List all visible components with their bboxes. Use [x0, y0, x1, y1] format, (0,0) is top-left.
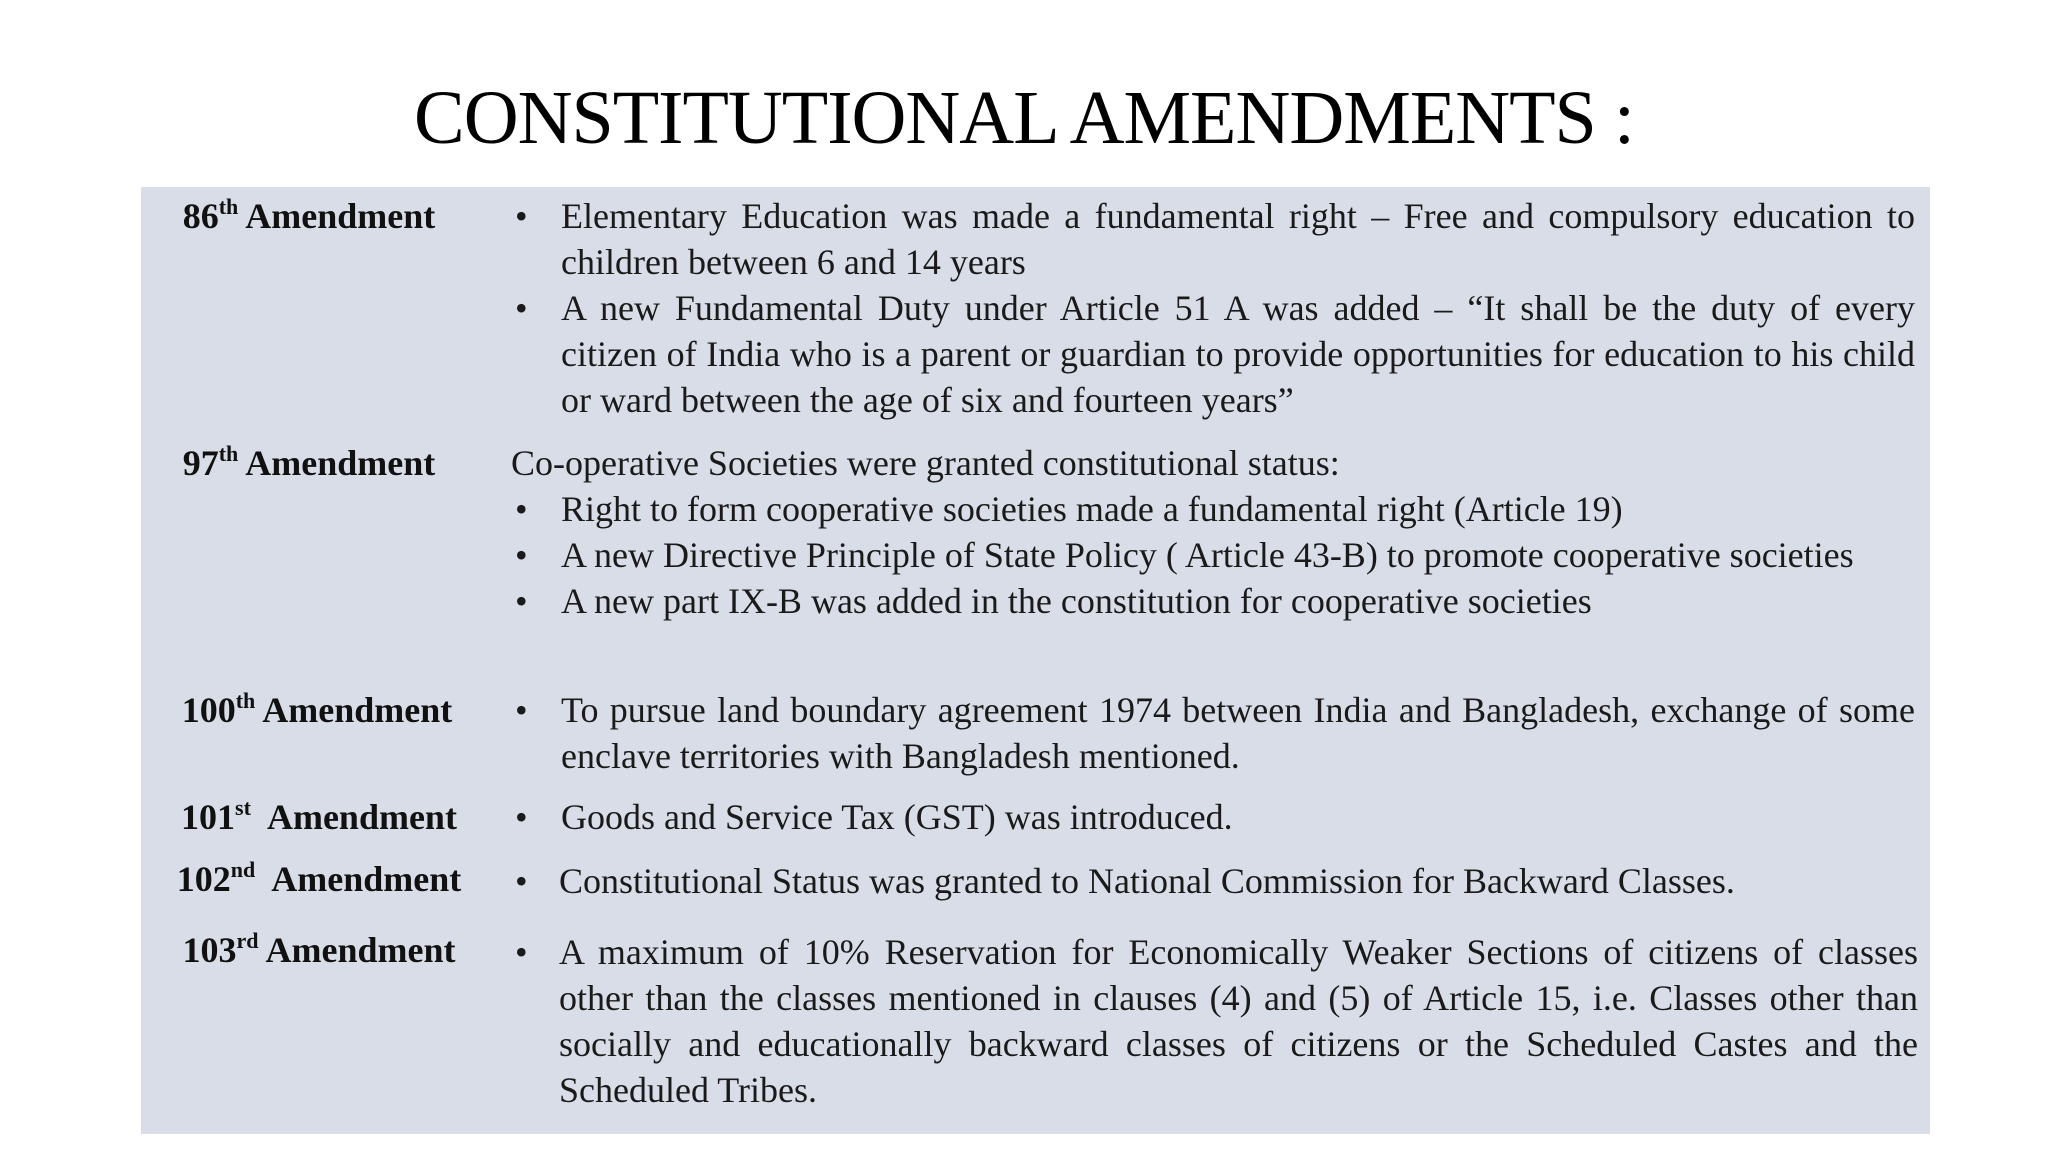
- bullet-icon: •: [515, 932, 528, 972]
- bullet-text: Constitutional Status was granted to National Commission for Backward Classes.: [559, 861, 1735, 901]
- amendment-word: Amendment: [245, 443, 436, 483]
- bullet-text: A maximum of 10% Reservation for Economically Weaker Sections of citizens of classes other than the classes mentioned in clauses (4) and (5) of Article 15, i.e. Classes other than socially and educationally backward classes of citizens or the Scheduled Castes and the Scheduled Tribes.: [559, 932, 1918, 1110]
- amendment-word: Amendment: [245, 196, 436, 236]
- amendment-label: [151, 794, 487, 840]
- amendment-content: [511, 687, 1915, 779]
- bullet-icon: •: [515, 690, 528, 730]
- bullet-item: [511, 486, 1915, 532]
- amendment-number: 86: [182, 196, 219, 236]
- amendment-label: [141, 440, 477, 486]
- amendment-content: [511, 193, 1915, 423]
- bullet-text: Goods and Service Tax (GST) was introduced.: [561, 797, 1233, 837]
- slide-title: CONSTITUTIONAL AMENDMENTS :: [414, 76, 1634, 160]
- amendment-label: [149, 687, 485, 733]
- ordinal-suffix: th: [218, 441, 239, 466]
- amendment-number: 97: [182, 443, 219, 483]
- amendment-word: Amendment: [262, 690, 453, 730]
- amendment-word: Amendment: [271, 859, 462, 899]
- amendment-intro: Co-operative Societies were granted constitutional status:: [511, 443, 1340, 483]
- bullet-text: A new part IX-B was added in the constitution for cooperative societies: [561, 581, 1592, 621]
- amendment-label: [151, 927, 487, 973]
- bullet-icon: •: [515, 196, 528, 236]
- bullet-text: Right to form cooperative societies made a fundamental right (Article 19): [561, 489, 1623, 529]
- bullet-text: Elementary Education was made a fundamental right – Free and compulsory education to children between 6 and 14 years: [561, 196, 1915, 282]
- bullet-item: [511, 794, 1915, 840]
- bullet-icon: •: [515, 489, 528, 529]
- ordinal-suffix: rd: [236, 928, 259, 953]
- bullet-icon: •: [515, 535, 528, 575]
- amendment-number: 100: [181, 690, 236, 730]
- bullet-item: [511, 532, 1915, 578]
- bullet-text: A new Fundamental Duty under Article 51 A was added – “It shall be the duty of every citizen of India who is a parent or guardian to provide opportunities for education to his child or ward between the age of six and fourteen years”: [561, 288, 1915, 420]
- amendments-panel: [141, 187, 1930, 1134]
- ordinal-suffix: th: [235, 688, 256, 713]
- bullet-item: [511, 687, 1915, 779]
- amendment-content: [511, 858, 1915, 904]
- bullet-text: To pursue land boundary agreement 1974 between India and Bangladesh, exchange of some enclave territories with Bangladesh mentioned.: [561, 690, 1915, 776]
- ordinal-suffix: th: [218, 194, 239, 219]
- bullet-icon: •: [515, 861, 528, 901]
- bullet-item: [511, 858, 1915, 904]
- amendment-word: Amendment: [266, 797, 457, 837]
- bullet-icon: •: [515, 288, 528, 328]
- amendment-number: 101: [181, 797, 236, 837]
- amendment-word: Amendment: [265, 930, 456, 970]
- ordinal-suffix: st: [235, 795, 251, 820]
- bullet-text: A new Directive Principle of State Policy ( Article 43-B) to promote cooperative societies: [561, 535, 1854, 575]
- amendment-number: 102: [176, 859, 231, 899]
- amendment-label: [141, 193, 477, 239]
- bullet-item: [511, 929, 1918, 1113]
- amendment-label: [149, 856, 489, 902]
- ordinal-suffix: nd: [230, 857, 256, 882]
- bullet-item: [511, 578, 1915, 624]
- amendment-content: [511, 929, 1918, 1113]
- bullet-item: [511, 193, 1915, 285]
- bullet-icon: •: [515, 581, 528, 621]
- amendment-content: [511, 794, 1915, 840]
- bullet-icon: •: [515, 797, 528, 837]
- amendment-number: 103: [182, 930, 237, 970]
- amendment-content: [511, 440, 1915, 624]
- bullet-item: [511, 285, 1915, 423]
